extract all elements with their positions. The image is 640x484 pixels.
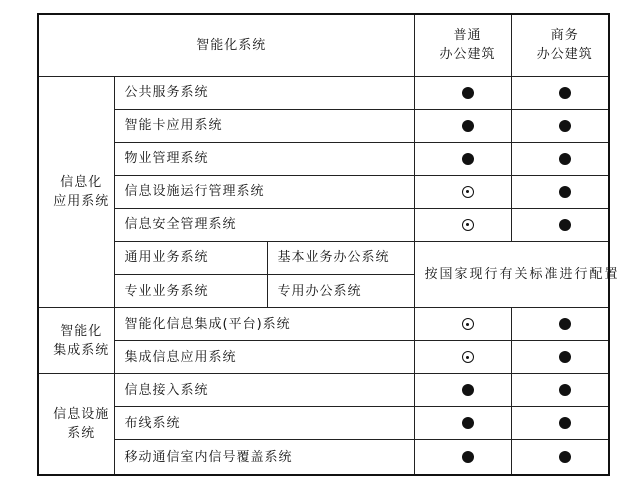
row-name: 布线系统	[114, 407, 414, 440]
table-header-row	[38, 14, 609, 76]
filled-dot-icon	[559, 451, 571, 463]
row-name: 智能化信息集成(平台)系统	[114, 308, 414, 341]
group-label-integration: 智能化 集成系统	[38, 308, 114, 374]
row-name: 信息设施运行管理系统	[114, 175, 414, 208]
row-name: 公共服务系统	[114, 76, 414, 109]
business-mark	[511, 142, 609, 175]
filled-dot-icon	[462, 153, 474, 165]
filled-dot-icon	[559, 417, 571, 429]
header-feature: 智能化系统	[38, 14, 414, 76]
general-mark	[414, 109, 511, 142]
table-row	[38, 308, 609, 341]
row-name: 信息安全管理系统	[114, 208, 414, 241]
table-row	[38, 142, 609, 175]
filled-dot-icon	[559, 186, 571, 198]
basic-office-label: 基本业务办公系统	[267, 241, 414, 274]
filled-dot-icon	[559, 351, 571, 363]
special-biz-label: 专业业务系统	[114, 275, 267, 308]
general-mark	[414, 175, 511, 208]
business-mark	[511, 308, 609, 341]
filled-dot-icon	[559, 384, 571, 396]
special-office-label: 专用办公系统	[267, 275, 414, 308]
table-row	[38, 109, 609, 142]
business-mark	[511, 407, 609, 440]
table-row	[38, 241, 609, 274]
business-mark	[511, 109, 609, 142]
table-row	[38, 175, 609, 208]
business-mark	[511, 76, 609, 109]
header-general-office: 普通 办公建筑	[414, 14, 511, 76]
row-name: 移动通信室内信号覆盖系统	[114, 440, 414, 475]
header-business-office: 商务 办公建筑	[511, 14, 609, 76]
row-name: 物业管理系统	[114, 142, 414, 175]
config-table	[37, 13, 620, 476]
row-name: 集成信息应用系统	[114, 341, 414, 374]
table-row	[38, 407, 609, 440]
config-note: 按国家现行有关标准进行配置	[414, 241, 609, 307]
business-mark	[511, 374, 609, 407]
general-mark	[414, 208, 511, 241]
row-name: 智能卡应用系统	[114, 109, 414, 142]
business-mark	[511, 341, 609, 374]
business-mark	[511, 440, 609, 475]
filled-dot-icon	[559, 87, 571, 99]
filled-dot-icon	[462, 120, 474, 132]
circled-dot-icon	[462, 219, 474, 231]
group-label-info-app: 信息化 应用系统	[38, 76, 114, 307]
table-row	[38, 208, 609, 241]
circled-dot-icon	[462, 351, 474, 363]
circled-dot-icon	[462, 186, 474, 198]
business-mark	[511, 175, 609, 208]
row-name: 信息接入系统	[114, 374, 414, 407]
general-mark	[414, 341, 511, 374]
filled-dot-icon	[462, 417, 474, 429]
circled-dot-icon	[462, 318, 474, 330]
filled-dot-icon	[559, 219, 571, 231]
table-row	[38, 374, 609, 407]
general-mark	[414, 440, 511, 475]
general-mark	[414, 374, 511, 407]
filled-dot-icon	[462, 384, 474, 396]
general-mark	[414, 308, 511, 341]
general-mark	[414, 407, 511, 440]
table-row	[38, 341, 609, 374]
filled-dot-icon	[462, 451, 474, 463]
filled-dot-icon	[559, 120, 571, 132]
general-mark	[414, 76, 511, 109]
filled-dot-icon	[559, 153, 571, 165]
business-mark	[511, 208, 609, 241]
table-row	[38, 76, 609, 109]
general-mark	[414, 142, 511, 175]
filled-dot-icon	[462, 87, 474, 99]
group-label-info-facility: 信息设施 系统	[38, 374, 114, 475]
table-row	[38, 440, 609, 475]
filled-dot-icon	[559, 318, 571, 330]
general-biz-label: 通用业务系统	[114, 241, 267, 274]
